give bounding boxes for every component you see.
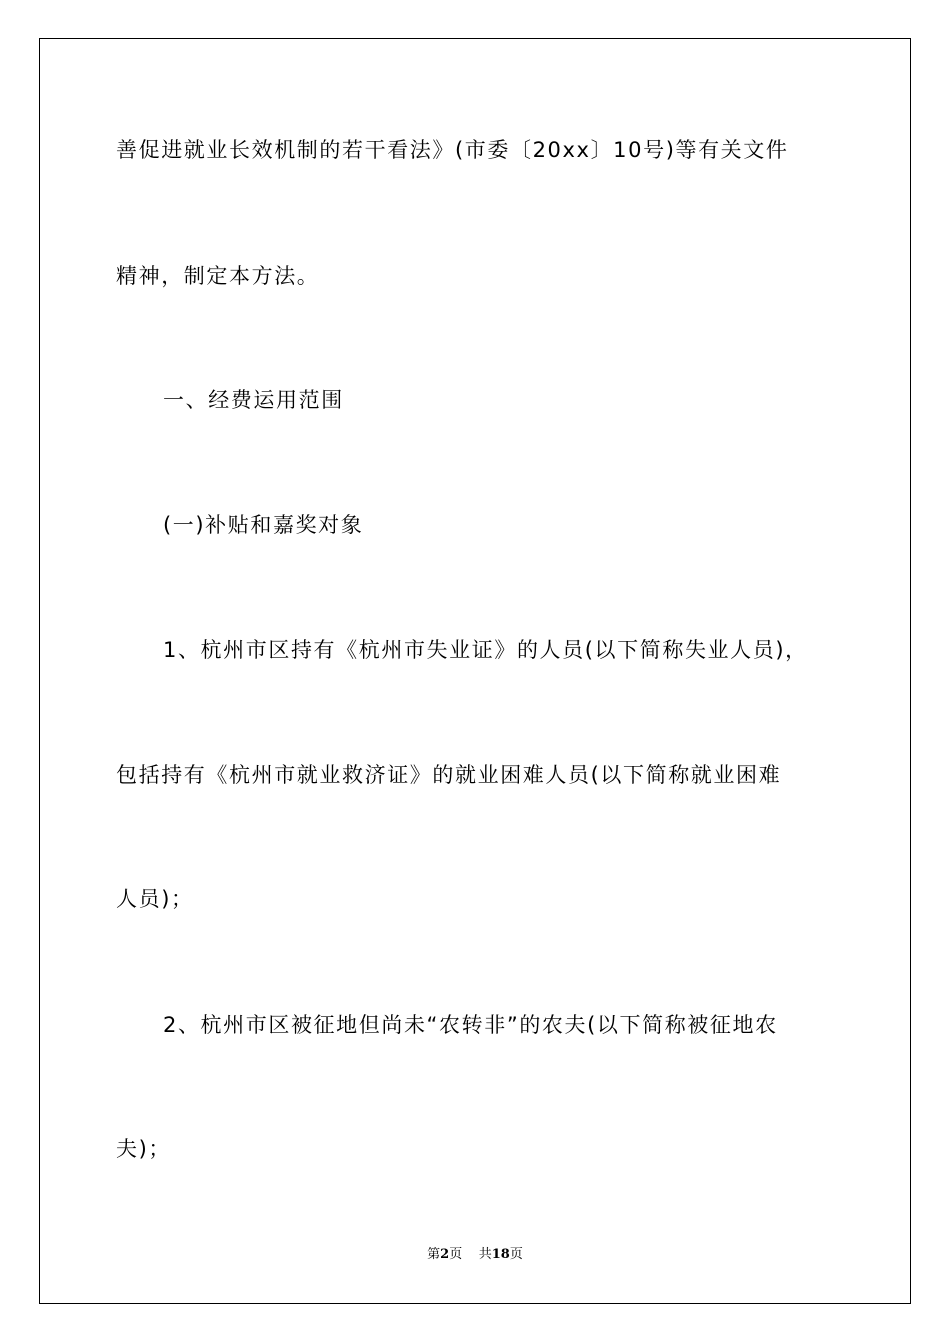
footer-total-suffix: 页 <box>509 1247 523 1262</box>
body-line-2: 精神，制定本方法。 <box>116 264 320 288</box>
page-footer <box>0 1246 950 1264</box>
body-line-1: 善促进就业长效机制的若干看法》(市委〔20xx〕10号)等有关文件 <box>116 138 789 162</box>
body-line-7: 人员)； <box>116 887 194 911</box>
body-line-6: 包括持有《杭州市就业救济证》的就业困难人员(以下简称就业困难 <box>116 763 782 787</box>
section-heading: 一、经费运用范围 <box>163 388 344 412</box>
footer-page-suffix: 页 <box>449 1247 463 1262</box>
footer-page-prefix: 第 <box>427 1247 441 1262</box>
body-line-5: 1、杭州市区持有《杭州市失业证》的人员(以下简称失业人员)， <box>163 638 808 662</box>
subsection-heading: (一)补贴和嘉奖对象 <box>163 513 364 537</box>
footer-page-number: 2 <box>440 1247 450 1262</box>
footer-total-prefix: 共 <box>478 1247 492 1262</box>
page-border <box>39 38 911 1304</box>
body-line-9: 夫)； <box>116 1137 171 1161</box>
body-line-8: 2、杭州市区被征地但尚未“农转非”的农夫(以下简称被征地农 <box>163 1013 778 1037</box>
footer-total-pages: 18 <box>491 1247 510 1262</box>
